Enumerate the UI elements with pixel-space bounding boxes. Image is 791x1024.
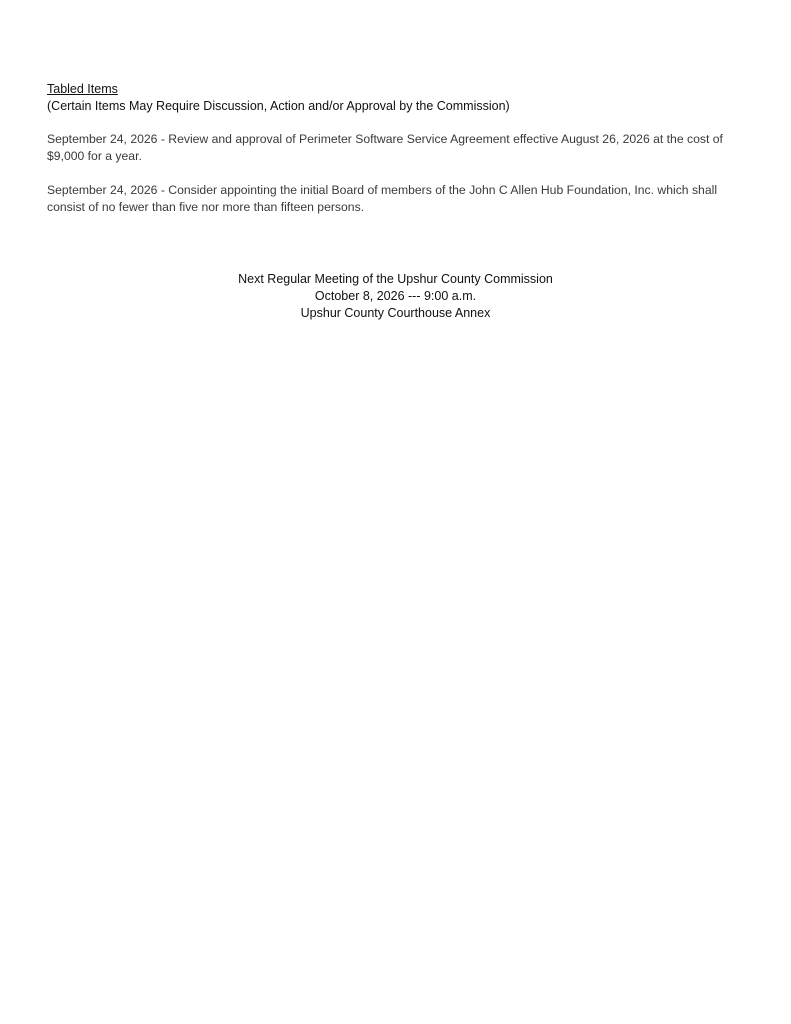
section-title: Tabled Items	[47, 82, 118, 96]
tabled-item: September 24, 2026 - Review and approval of Perimeter Software Service Agreement effective August 26, 2026 at the cost of $9,000 for a year.	[47, 132, 723, 163]
tabled-item: September 24, 2026 - Consider appointing the initial Board of members of the John C Allen Hub Foundation, Inc. which shall consist of no fewer than five nor more than fifteen persons.	[47, 183, 718, 214]
next-meeting-datetime: October 8, 2026 --- 9:00 a.m.	[314, 289, 477, 303]
next-meeting-block	[0, 271, 791, 322]
next-meeting-heading: Next Regular Meeting of the Upshur County Commission	[238, 272, 553, 286]
next-meeting-location: Upshur County Courthouse Annex	[300, 306, 491, 320]
tabled-items-section	[47, 81, 747, 233]
section-subtitle: (Certain Items May Require Discussion, Action and/or Approval by the Commission)	[47, 99, 510, 113]
